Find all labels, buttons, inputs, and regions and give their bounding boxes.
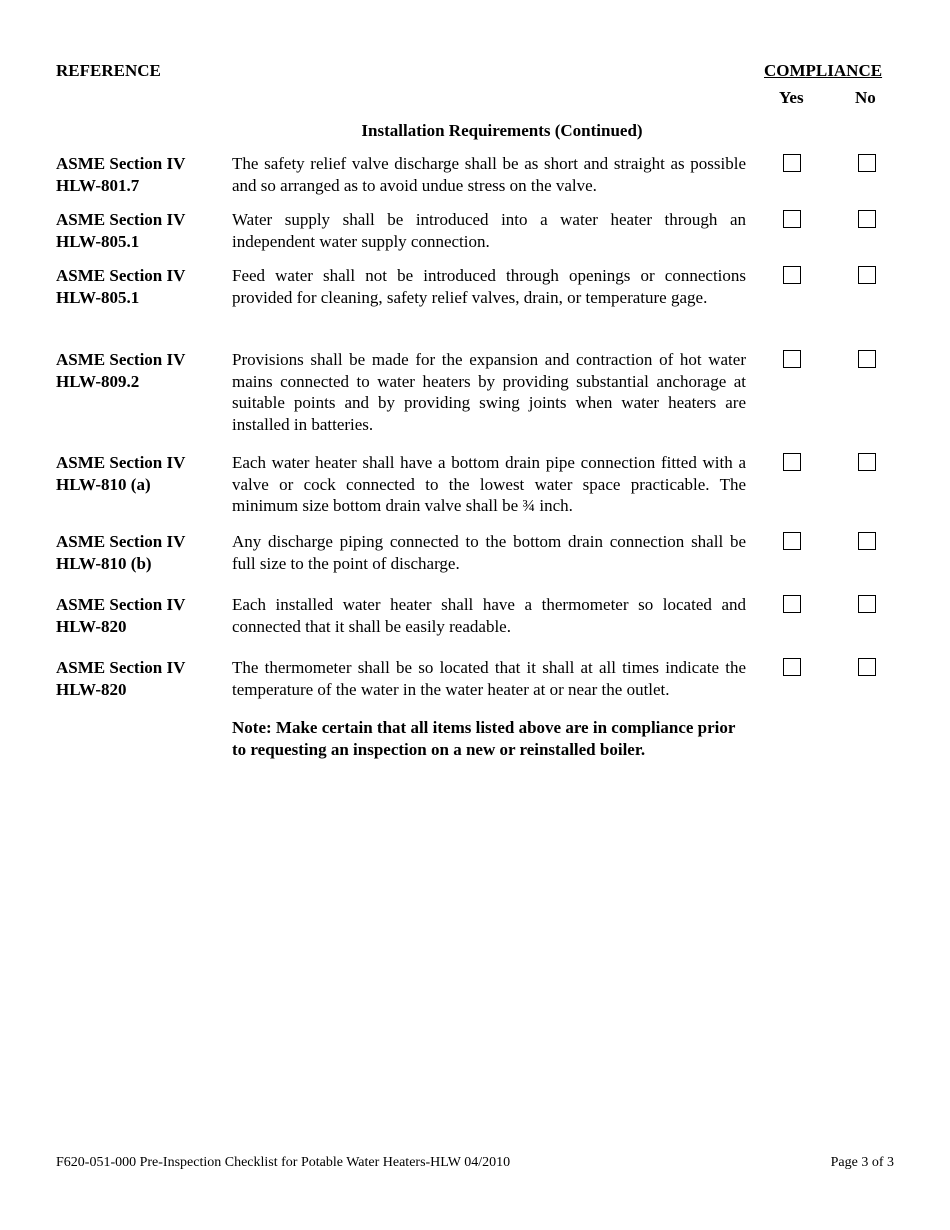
reference-cell: [56, 531, 226, 574]
reference-section: HLW-805.1: [56, 287, 140, 307]
requirement-text: Any discharge piping connected to the bottom drain connection shall be full size to the point of discharge.: [232, 532, 746, 573]
reference-code: ASME Section IV: [56, 595, 186, 614]
form-identifier: F620-051-000 Pre-Inspection Checklist for Potable Water Heaters-HLW 04/2010: [56, 1155, 511, 1170]
compliance-yes-checkbox[interactable]: [783, 453, 801, 471]
reference-code: ASME Section IV: [56, 350, 186, 369]
compliance-no-checkbox[interactable]: [858, 453, 876, 471]
reference-cell: [56, 657, 226, 700]
requirement-text: The thermometer shall be so located that it shall at all times indicate the temperature of the water in the water heater at or near the outlet.: [232, 658, 746, 699]
reference-section: HLW-810 (a): [56, 474, 151, 494]
no-column-header: No: [855, 88, 876, 107]
compliance-yes-checkbox[interactable]: [783, 532, 801, 550]
reference-cell: [56, 594, 226, 637]
compliance-yes-checkbox[interactable]: [783, 266, 801, 284]
compliance-no-checkbox[interactable]: [858, 595, 876, 613]
reference-section: HLW-809.2: [56, 371, 140, 391]
requirement-text: Provisions shall be made for the expansion and contraction of hot water mains connected to water heaters by providing substantial anchorage at suitable points and by providing swing joints when water heaters are installed in batteries.: [232, 350, 746, 434]
reference-cell: [56, 209, 226, 252]
compliance-no-checkbox[interactable]: [858, 154, 876, 172]
compliance-no-checkbox[interactable]: [858, 350, 876, 368]
reference-cell: [56, 349, 226, 392]
reference-section: HLW-805.1: [56, 231, 140, 251]
yes-column-header: Yes: [779, 88, 804, 107]
compliance-no-checkbox[interactable]: [858, 658, 876, 676]
reference-code: ASME Section IV: [56, 453, 186, 472]
reference-cell: [56, 265, 226, 308]
reference-section: HLW-820: [56, 616, 127, 636]
compliance-yes-checkbox[interactable]: [783, 595, 801, 613]
compliance-no-checkbox[interactable]: [858, 266, 876, 284]
page-number: Page 3 of 3: [830, 1155, 894, 1170]
reference-code: ASME Section IV: [56, 210, 186, 229]
reference-section: HLW-801.7: [56, 175, 140, 195]
reference-code: ASME Section IV: [56, 154, 186, 173]
reference-cell: [56, 452, 226, 495]
compliance-note: Note: Make certain that all items listed above are in compliance prior to requesting an inspection on a new or reinstalled boiler.: [232, 718, 736, 759]
section-title: Installation Requirements (Continued): [361, 121, 643, 140]
reference-column-header: REFERENCE: [56, 61, 161, 80]
reference-code: ASME Section IV: [56, 532, 186, 551]
compliance-yes-checkbox[interactable]: [783, 154, 801, 172]
requirement-text: Water supply shall be introduced into a water heater through an independent water supply connection.: [232, 210, 746, 251]
compliance-no-checkbox[interactable]: [858, 532, 876, 550]
reference-code: ASME Section IV: [56, 266, 186, 285]
requirement-text: Each installed water heater shall have a thermometer so located and connected that it shall be easily readable.: [232, 595, 746, 636]
requirement-text: Feed water shall not be introduced through openings or connections provided for cleaning, safety relief valves, drain, or temperature gage.: [232, 266, 746, 307]
compliance-yes-checkbox[interactable]: [783, 210, 801, 228]
reference-section: HLW-820: [56, 679, 127, 699]
compliance-yes-checkbox[interactable]: [783, 658, 801, 676]
reference-code: ASME Section IV: [56, 658, 186, 677]
requirement-text: Each water heater shall have a bottom drain pipe connection fitted with a valve or cock connected to the lowest water space practicable. The minimum size bottom drain valve shall be ¾ inch.: [232, 453, 746, 515]
reference-cell: [56, 153, 226, 196]
reference-section: HLW-810 (b): [56, 553, 152, 573]
compliance-column-header: COMPLIANCE: [764, 61, 883, 80]
requirement-text: The safety relief valve discharge shall be as short and straight as possible and so arranged as to avoid undue stress on the valve.: [232, 154, 746, 195]
compliance-no-checkbox[interactable]: [858, 210, 876, 228]
compliance-yes-checkbox[interactable]: [783, 350, 801, 368]
